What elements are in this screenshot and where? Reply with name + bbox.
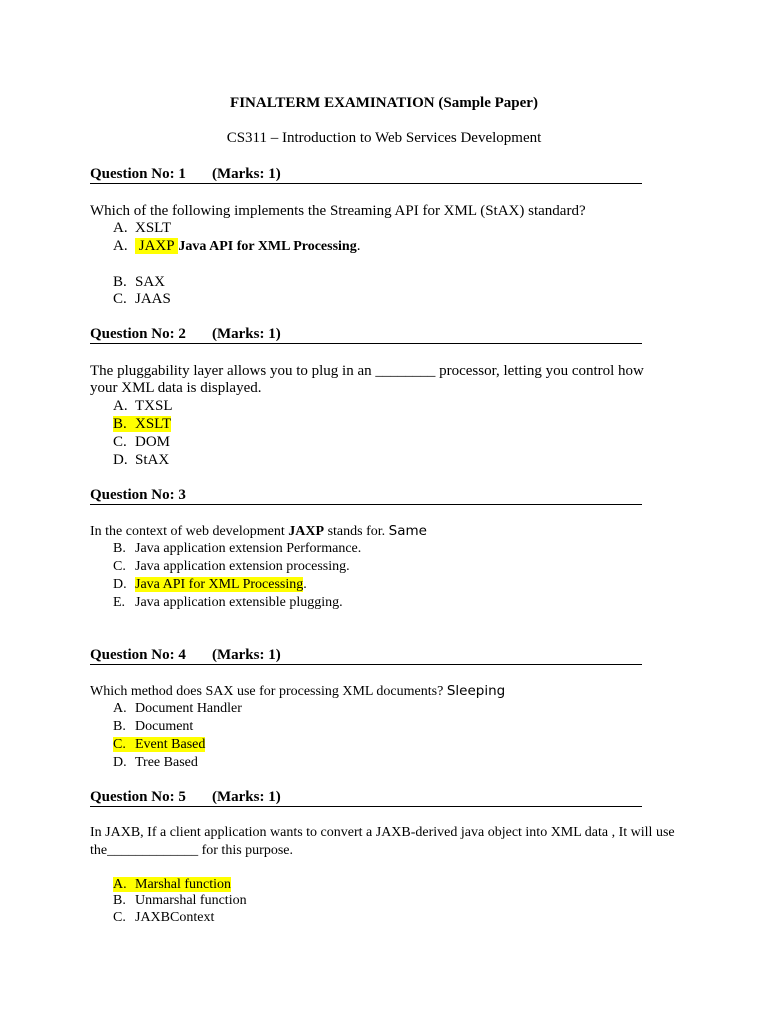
question-1-option-answer (113, 237, 360, 256)
question-3-handwritten-note: Same (388, 523, 427, 539)
question-4-header (90, 647, 642, 665)
question-marks: (Marks: 1) (212, 326, 281, 342)
option-text: SAX (135, 274, 166, 290)
question-2-text-line2: your XML data is displayed. (90, 380, 262, 396)
question-3-text: In the context of web development JAXP stands for. Same (90, 523, 427, 539)
question-3-bold-term: JAXP (288, 524, 325, 539)
option-letter: A. (113, 701, 127, 716)
option-letter: A. (113, 220, 128, 236)
option-letter: B. (113, 274, 127, 290)
option-text: TXSL (135, 398, 173, 414)
option-letter: C. (113, 910, 126, 925)
question-2-option (113, 397, 173, 415)
question-1-option (113, 290, 171, 308)
option-text-highlighted: JAXP (135, 238, 178, 254)
question-5-option (113, 909, 214, 927)
question-5-option (113, 892, 247, 910)
option-letter: B. (113, 719, 126, 734)
question-label: Question No: 1 (90, 166, 186, 182)
question-3-option (113, 540, 361, 558)
option-text: Java application extension processing. (135, 559, 350, 574)
question-5-text-line2: the_____________ for this purpose. (90, 843, 293, 858)
question-3-option-answer: D. Java API for XML Processing. (113, 577, 307, 592)
question-4-text: Which method does SAX use for processing XML documents? Sleeping (90, 683, 506, 699)
option-text-highlighted: C. Event Based (113, 737, 206, 752)
question-1-option (113, 219, 171, 237)
question-label: Question No: 3 (90, 487, 186, 503)
option-text: Document Handler (135, 701, 242, 716)
option-letter: A. (113, 238, 128, 254)
question-2-header (90, 326, 642, 344)
question-5-header (90, 789, 642, 807)
option-letter: E. (113, 595, 126, 610)
question-4-handwritten-note: Sleeping (446, 683, 506, 699)
option-letter: C. (113, 434, 127, 450)
question-4-option-answer (113, 736, 205, 754)
option-letter: D. (113, 755, 127, 770)
question-2-option (113, 451, 169, 469)
option-letter: A. (113, 398, 128, 414)
option-text-highlighted: Java API for XML Processing (135, 577, 304, 592)
question-4-option (113, 718, 193, 736)
option-letter: C. (113, 291, 127, 307)
question-1-header (90, 166, 642, 184)
question-2-option (113, 433, 170, 451)
course-subtitle: CS311 – Introduction to Web Services Development (226, 130, 542, 146)
question-label: Question No: 4 (90, 647, 186, 663)
question-marks: (Marks: 1) (212, 166, 281, 182)
option-text: Java application extension Performance. (135, 541, 362, 556)
option-text: Unmarshal function (135, 893, 247, 908)
option-text: Tree Based (135, 755, 198, 770)
option-text: Java application extensible plugging. (135, 595, 343, 610)
question-4-option (113, 754, 198, 772)
option-text: StAX (135, 452, 170, 468)
question-1-option (113, 273, 165, 291)
option-text-highlighted: B. XSLT (113, 416, 172, 432)
option-letter: B. (113, 893, 126, 908)
option-letter: B. (113, 541, 126, 556)
question-marks: (Marks: 1) (212, 789, 281, 805)
option-text-highlighted: A. Marshal function (113, 877, 232, 892)
option-text: DOM (135, 434, 171, 450)
question-label: Question No: 5 (90, 789, 186, 805)
option-text: Document (135, 719, 194, 734)
question-label: Question No: 2 (90, 326, 186, 342)
question-2-option-answer (113, 415, 171, 433)
option-text: XSLT (135, 220, 172, 236)
question-3-option (113, 594, 343, 612)
option-letter: C. (113, 559, 126, 574)
option-letter: D. (113, 577, 127, 592)
exam-title: FINALTERM EXAMINATION (Sample Paper) (230, 95, 538, 111)
option-text: JAAS (135, 291, 171, 307)
question-4-option (113, 700, 242, 718)
question-5-text: In JAXB, If a client application wants to convert a JAXB-derived java object into XML data , It will use (90, 825, 675, 840)
option-text: JAXBContext (135, 910, 215, 925)
question-marks: (Marks: 1) (212, 647, 281, 663)
question-2-text: The pluggability layer allows you to plug in an ________ processor, letting you control how (90, 363, 644, 379)
question-1-text: Which of the following implements the Streaming API for XML (StAX) standard? (90, 203, 586, 219)
question-3-header (90, 487, 642, 505)
option-extra-dot: . (356, 238, 361, 254)
question-3-option (113, 558, 350, 576)
option-letter: D. (113, 452, 128, 468)
option-extra-text: Java API for XML Processing (178, 239, 357, 254)
